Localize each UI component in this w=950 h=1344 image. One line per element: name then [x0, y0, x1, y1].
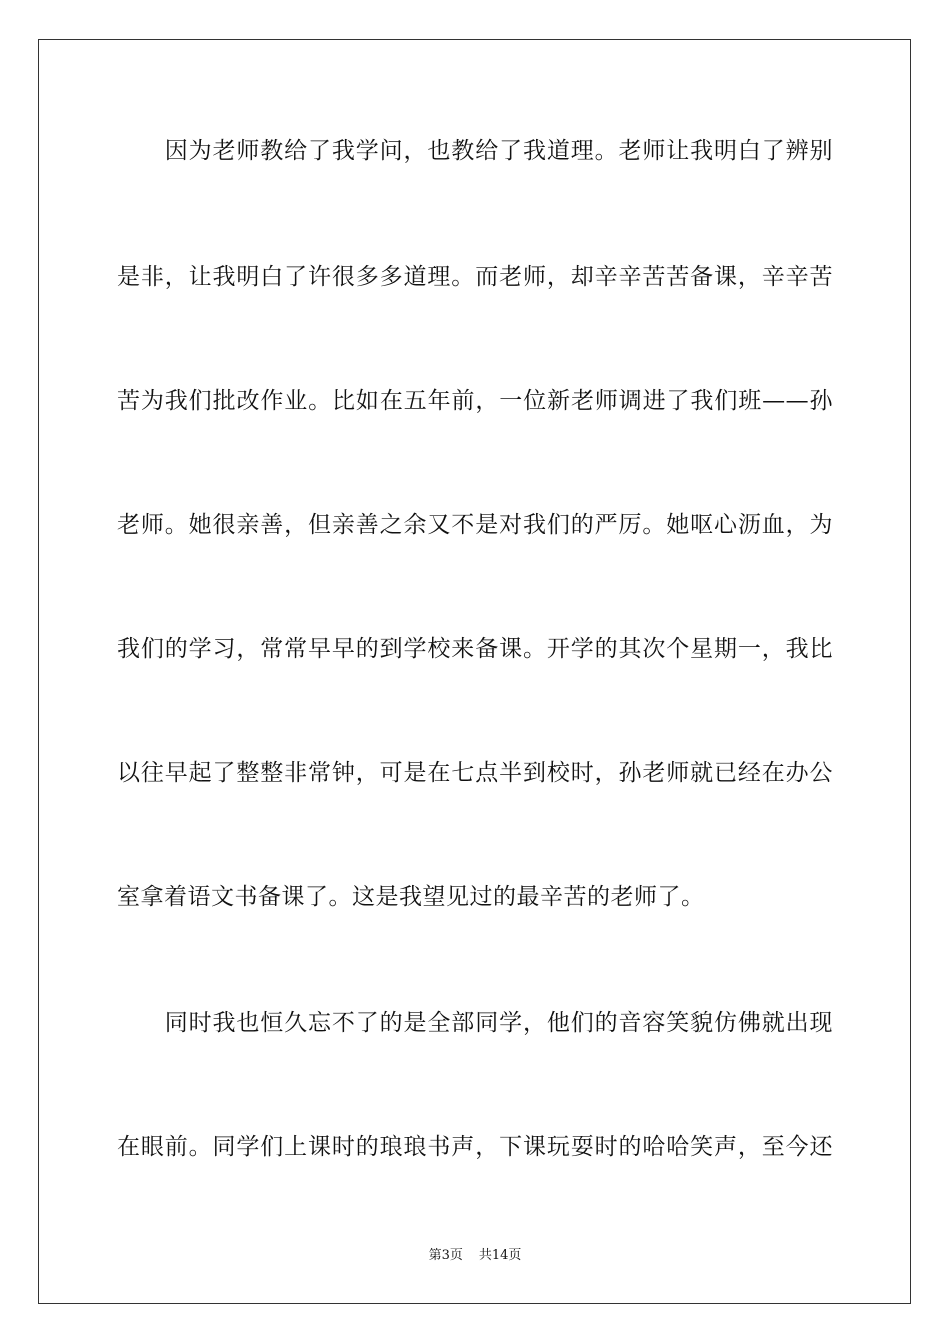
text-line-1: 因为老师教给了我学问，也教给了我道理。老师让我明白了辨别	[117, 138, 833, 164]
page-border	[38, 39, 911, 1304]
text-line-6: 以往早起了整整非常钟，可是在七点半到校时，孙老师就已经在办公	[117, 760, 833, 786]
text-line-2: 是非，让我明白了许很多多道理。而老师，却辛辛苦苦备课，辛辛苦	[117, 264, 833, 290]
text-line-5: 我们的学习，常常早早的到学校来备课。开学的其次个星期一，我比	[117, 636, 833, 662]
text-line-9: 在眼前。同学们上课时的琅琅书声，下课玩耍时的哈哈笑声，至今还	[117, 1134, 833, 1160]
text-line-7: 室拿着语文书备课了。这是我望见过的最辛苦的老师了。	[117, 884, 705, 910]
text-line-3: 苦为我们批改作业。比如在五年前，一位新老师调进了我们班——孙	[117, 388, 833, 414]
text-line-8: 同时我也恒久忘不了的是全部同学，他们的音容笑貌仿佛就出现	[117, 1010, 833, 1036]
page-footer	[0, 1247, 950, 1265]
text-line-4: 老师。她很亲善，但亲善之余又不是对我们的严厉。她呕心沥血，为	[117, 512, 833, 538]
total-pages: 共14页	[478, 1248, 522, 1263]
page-number: 第3页	[428, 1248, 463, 1263]
